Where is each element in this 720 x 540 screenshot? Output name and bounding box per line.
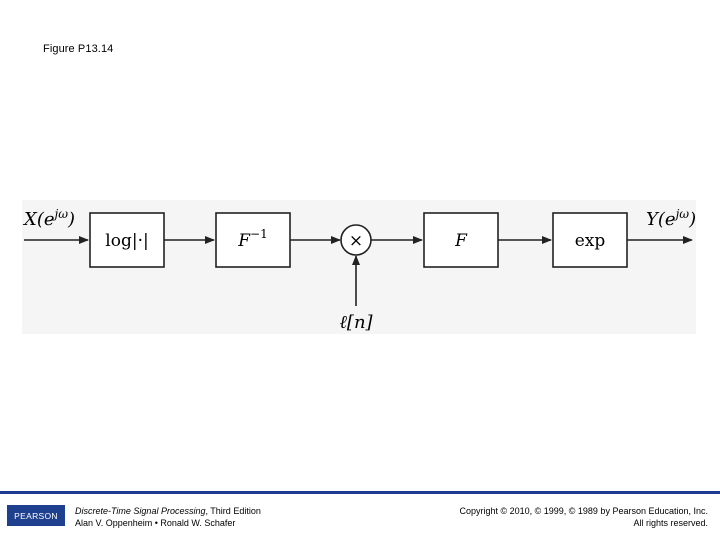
footer-rule (0, 491, 720, 494)
block-diagram-svg (22, 200, 696, 334)
copyright-notice (459, 505, 708, 529)
copyright-line-1: Copyright © 2010, © 1999, © 1989 by Pearson Education, Inc. (459, 506, 708, 516)
book-authors: Alan V. Oppenheim • Ronald W. Schafer (75, 518, 236, 528)
side-input-label: ℓ[n] (339, 312, 373, 333)
book-title-line (75, 505, 261, 517)
input-label: $X(e^{j\omega})$ (24, 207, 76, 230)
multiplier-symbol: × (348, 231, 364, 251)
exp-block-label: exp (574, 231, 606, 251)
block-diagram (22, 200, 696, 334)
log-block-label: log|·| (105, 231, 149, 251)
book-title: Discrete-Time Signal Processing (75, 506, 206, 516)
pearson-logo-text: PEARSON (14, 510, 58, 521)
figure-title: Figure P13.14 (43, 43, 114, 55)
copyright-line-2: All rights reserved. (633, 518, 708, 528)
fourier-block-label: F (455, 231, 467, 251)
pearson-logo (7, 505, 65, 526)
book-edition: , Third Edition (205, 506, 261, 516)
inverse-fourier-label: $F^{-1}$ (238, 227, 268, 251)
book-info (75, 505, 261, 529)
output-label: $Y(e^{j\omega})$ (646, 207, 696, 230)
